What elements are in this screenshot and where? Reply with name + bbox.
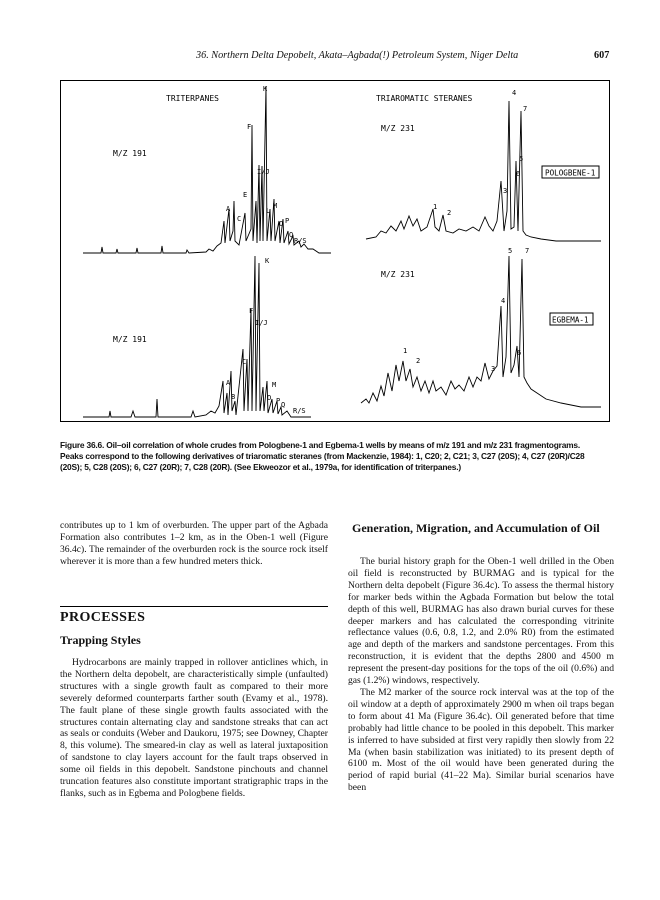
well-label-bottom: EGBEMA-1 [552,315,589,325]
right-heading: Generation, Migration, and Accumulation of Oil [352,521,600,535]
svg-text:3: 3 [491,365,496,373]
fragmentogram-svg [61,81,611,423]
svg-text:6: 6 [516,170,521,178]
intro-paragraph: contributes up to 1 km of overburden. The upper part of the Agbada Formation also contributes 1–2 km, as in the Oben-1 well (Figure 36.4c). The remainder of the overburden rock is the source rock itself wherever it is more than a few hundred meters thick. [60,520,328,567]
mz191-top-label: M/Z 191 [113,149,147,158]
svg-text:7: 7 [523,105,528,113]
svg-text:5: 5 [519,155,524,163]
svg-text:C: C [237,215,242,223]
svg-text:E: E [243,191,248,199]
svg-text:3: 3 [503,187,508,195]
svg-text:1: 1 [403,347,408,355]
svg-text:I/J: I/J [255,319,268,327]
svg-text:Q: Q [281,401,286,409]
subsection-heading: Trapping Styles [60,633,141,647]
svg-text:P: P [285,217,290,225]
svg-text:F: F [247,123,252,131]
well-label-top: POLOGBENE-1 [545,168,596,178]
generation-paragraph-1: The burial history graph for the Oben-1 well drilled in the Oben oil field is reconstructed by BURMAG and is typical for the Northern delta depobelt (Figure 36.4c). To assess the thermal history for marker beds within the Agbada Formation but below the total depth of this well, BURMAG has also drawn burial curves for these deeper markers and has calculated the corresponding vitrinite reflectance values (0.6, 0.8, 1.2, and 2.0% R0) from the estimated age and depth of the markers and sandstone percentages. From this reconstruction, it is evident that the depths 2800 and 4500 m represent the present-day positions for the tops of the oil (0.6%) and gas (1.2%) windows, respectively. [348,556,614,687]
svg-text:F: F [249,307,254,315]
triterpanes-title: TRITERPANES [166,94,219,103]
svg-text:M: M [273,202,278,210]
figure-panel [60,80,610,422]
svg-text:6: 6 [517,349,522,357]
svg-text:P: P [276,397,281,405]
svg-text:2: 2 [447,209,452,217]
running-header [196,50,616,61]
svg-text:7: 7 [525,247,530,255]
steranes-title: TRIAROMATIC STERANES [376,94,473,103]
svg-text:A: A [226,379,231,387]
svg-text:K: K [263,85,268,93]
svg-text:R/S: R/S [294,237,307,245]
svg-text:2: 2 [416,357,421,365]
svg-text:I/J: I/J [257,168,270,176]
figure-caption: Figure 36.6. Oil–oil correlation of whole crudes from Pologbene-1 and Egbema-1 wells by means of m/z 191 and m/z 231 fragmentograms. Peaks correspond to the following derivatives of triaromatic steranes (from Mackenzie, 1984): 1, C20; 2, C21; 3, C27 (20S); 4, C27 (20R)/C28 (20S); 5, C28 (20S); 6, C27 (20R); 7, C28 (20R). (See Ekweozor et al., 1979a, for identification of triterpanes.) [60,440,585,472]
section-heading: PROCESSES [60,610,146,625]
trace-triterpanes-top [83,86,331,253]
svg-text:K: K [265,257,270,265]
mz231-bottom-label: M/Z 231 [381,270,415,279]
svg-text:Q: Q [289,231,294,239]
right-column [348,556,614,794]
svg-text:4: 4 [512,89,517,97]
svg-text:B: B [231,393,236,401]
svg-text:R/S: R/S [293,407,306,415]
mz191-bottom-label: M/Z 191 [113,335,147,344]
running-title: 36. Northern Delta Depobelt, Akata–Agbada(!) Petroleum System, Niger Delta [196,50,519,61]
svg-text:C: C [242,358,247,366]
trapping-styles-text [60,657,328,800]
svg-text:O: O [267,394,272,402]
generation-paragraph-2: The M2 marker of the source rock interval was at the top of the oil window at a depth of approximately 2900 m when oil traps began to form about 41 Ma (Figure 36.4c). Oil generated before that time probably had little chance to be pooled in this depobelt. This marker is inferred to have subsided at first very rapidly then slowly from 22 Ma (when basin stabilization was initiated) to its present depth of 6100 m. Most of the oil would have been generated during the period of rapid burial (41–22 Ma). Similar burial scenarios have been [348,686,614,794]
svg-text:4: 4 [501,297,506,305]
trapping-paragraph: Hydrocarbons are mainly trapped in rollover anticlines which, in the Northern delta depobelt, are characteristically simple (unfaulted) structures with a single growth fault as compared to their more severely deformed counterparts farther south (Evamy et al., 1978). The fault plane of these single growth faults associated with the structures contain alternating clay and sandstone streaks that can act as seals or conduits (Weber and Daukoru, 1975; see Downey, Chapter 8, this volume). The smeared-in clay as well as lateral juxtaposition of sandstone to clay layers account for the fault traps observed in some oil fields in this depobelt. Sandstone pinchouts and channel truncation features also constitute important stratigraphic traps in the flanks, such as in Egbema and Pologbene fields. [60,657,328,799]
svg-text:O: O [279,220,284,228]
svg-text:M: M [272,381,277,389]
svg-text:A: A [226,205,231,213]
section-rule [60,606,328,607]
page-number: 607 [594,50,610,61]
svg-text:1: 1 [433,203,438,211]
left-column-intro [60,520,328,568]
svg-text:5: 5 [508,247,513,255]
svg-text:L: L [266,207,271,215]
mz231-top-label: M/Z 231 [381,124,415,133]
